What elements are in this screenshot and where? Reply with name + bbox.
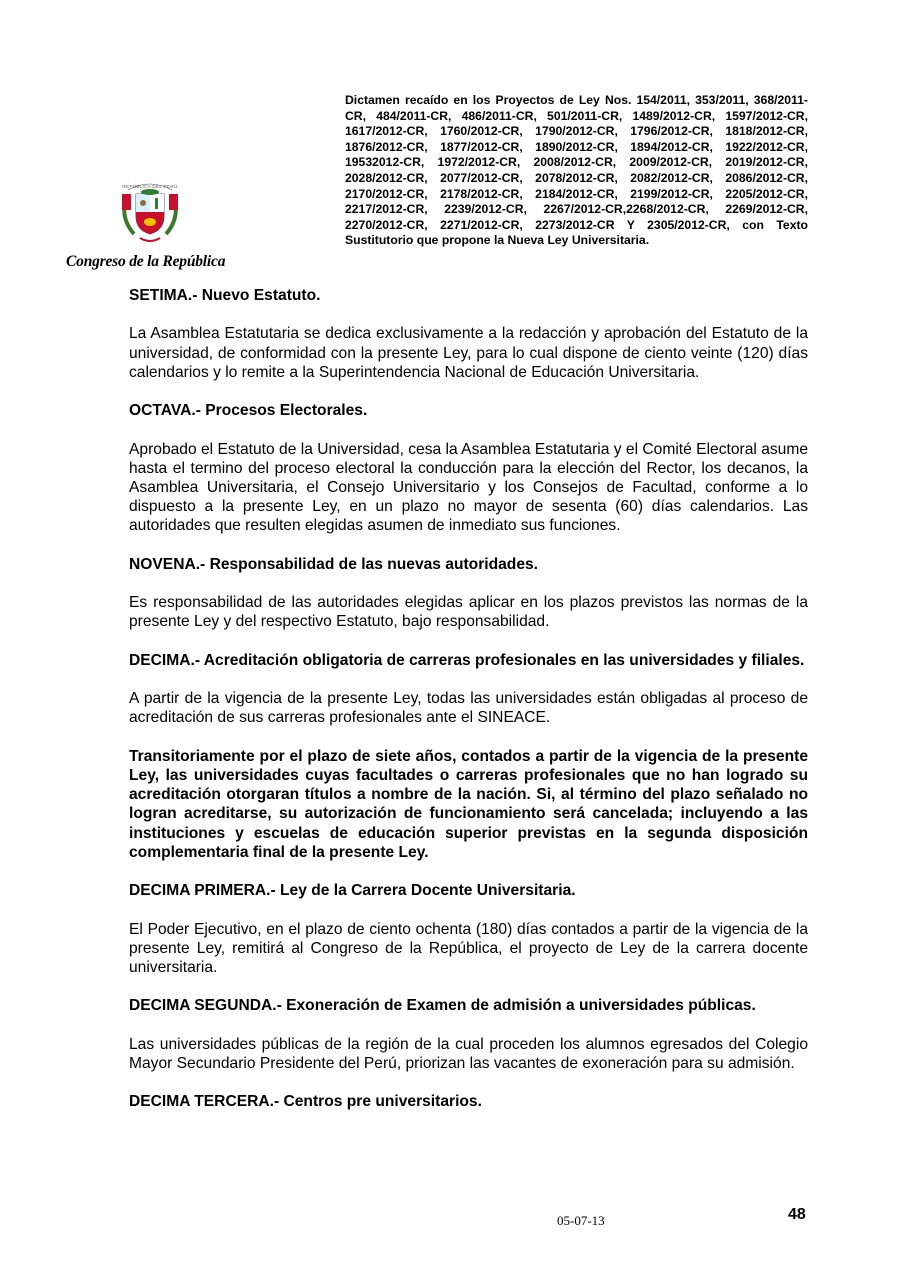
document-body	[129, 286, 808, 1131]
paragraph-decima-transitory: Transitoriamente por el plazo de siete años, contados a partir de la vigencia de la presente Ley, las universidades cuyas facultades o carreras profesionales que no han logrado su acreditación otorgaran títulos a nombre de la nación. Si, al término del plazo señalado no logran acreditarse, su autorización de funcionamiento será cancelada; incluyendo a las instituciones y escuelas de educación superior previstas en la segunda disposición complementaria final de la presente Ley.	[129, 747, 808, 861]
paragraph-decima-primera: El Poder Ejecutivo, en el plazo de ciento ochenta (180) días contados a partir de la vigencia de la presente Ley, remitirá al Congreso de la República, el proyecto de Ley de la carrera docente universitaria.	[129, 920, 808, 976]
section-heading-decima-tercera: DECIMA TERCERA.- Centros pre universitarios.	[129, 1093, 482, 1111]
dictamen-header: Dictamen recaído en los Proyectos de Ley Nos. 154/2011, 353/2011, 368/2011-CR, 484/2011-CR, 486/2011-CR, 501/2011-CR, 1489/2012-CR, 1597/2012-CR, 1617/2012-CR, 1760/2012-CR, 1790/2012-CR, 1796/2012-CR, 1818/2012-CR, 1876/2012-CR, 1877/2012-CR, 1890/2012-CR, 1894/2012-CR, 1922/2012-CR, 19532012-CR, 1972/2012-CR, 2008/2012-CR, 2009/2012-CR, 2019/2012-CR, 2028/2012-CR, 2077/2012-CR, 2078/2012-CR, 2082/2012-CR, 2086/2012-CR, 2170/2012-CR, 2178/2012-CR, 2184/2012-CR, 2199/2012-CR, 2205/2012-CR, 2217/2012-CR, 2239/2012-CR, 2267/2012-CR,2268/2012-CR, 2269/2012-CR, 2270/2012-CR, 2271/2012-CR, 2273/2012-CR Y 2305/2012-CR, con Texto Sustitutorio que propone la Nueva Ley Universitaria.	[345, 93, 808, 248]
coat-of-arms-emblem	[118, 176, 182, 246]
paragraph-setima: La Asamblea Estatutaria se dedica exclusivamente a la redacción y aprobación del Estatuto de la universidad, de conformidad con la presente Ley, para lo cual dispone de ciento veinte (120) días calendarios y lo remite a la Superintendencia Nacional de Educación Universitaria.	[129, 325, 808, 381]
footer-date: 05-07-13	[557, 1213, 605, 1228]
svg-text:REPÚBLICA DEL PERÚ: REPÚBLICA DEL PERÚ	[122, 184, 178, 189]
paragraph-novena: Es responsabilidad de las autoridades elegidas aplicar en los plazos previstos las normas de la presente Ley y del respectivo Estatuto, bajo responsabilidad.	[129, 594, 808, 631]
section-heading-octava: OCTAVA.- Procesos Electorales.	[129, 402, 368, 420]
section-heading-decima-segunda: DECIMA SEGUNDA.- Exoneración de Examen de admisión a universidades públicas.	[129, 997, 756, 1015]
section-heading-novena: NOVENA.- Responsabilidad de las nuevas autoridades.	[129, 555, 539, 573]
section-heading-decima: DECIMA.- Acreditación obligatoria de carreras profesionales en las universidades y filiales.	[129, 651, 805, 669]
institution-name: Congreso de la República	[66, 253, 226, 270]
section-heading-decima-primera: DECIMA PRIMERA.- Ley de la Carrera Docente Universitaria.	[129, 882, 576, 900]
section-heading-setima: SETIMA.- Nuevo Estatuto.	[129, 287, 321, 304]
paragraph-octava: Aprobado el Estatuto de la Universidad, cesa la Asamblea Estatutaria y el Comité Electoral asume hasta el termino del proceso electoral la conducción para la elección del Rector, los decanos, la Asamblea Universitaria, el Consejo Universitario y los Consejos de Facultad, conforme a lo dispuesto a la presente Ley, en un plazo no mayor de sesenta (60) días calendarios. Las autoridades que resulten elegidas asumen de inmediato sus funciones.	[129, 440, 808, 535]
paragraph-decima-segunda: Las universidades públicas de la región de la cual proceden los alumnos egresados del Colegio Mayor Secundario Presidente del Perú, priorizan las vacantes de exoneración para su admisión.	[129, 1035, 808, 1072]
page-number: 48	[788, 1206, 806, 1223]
paragraph-decima: A partir de la vigencia de la presente Ley, todas las universidades están obligadas al proceso de acreditación de sus carreras profesionales ante el SINEACE.	[129, 690, 808, 727]
